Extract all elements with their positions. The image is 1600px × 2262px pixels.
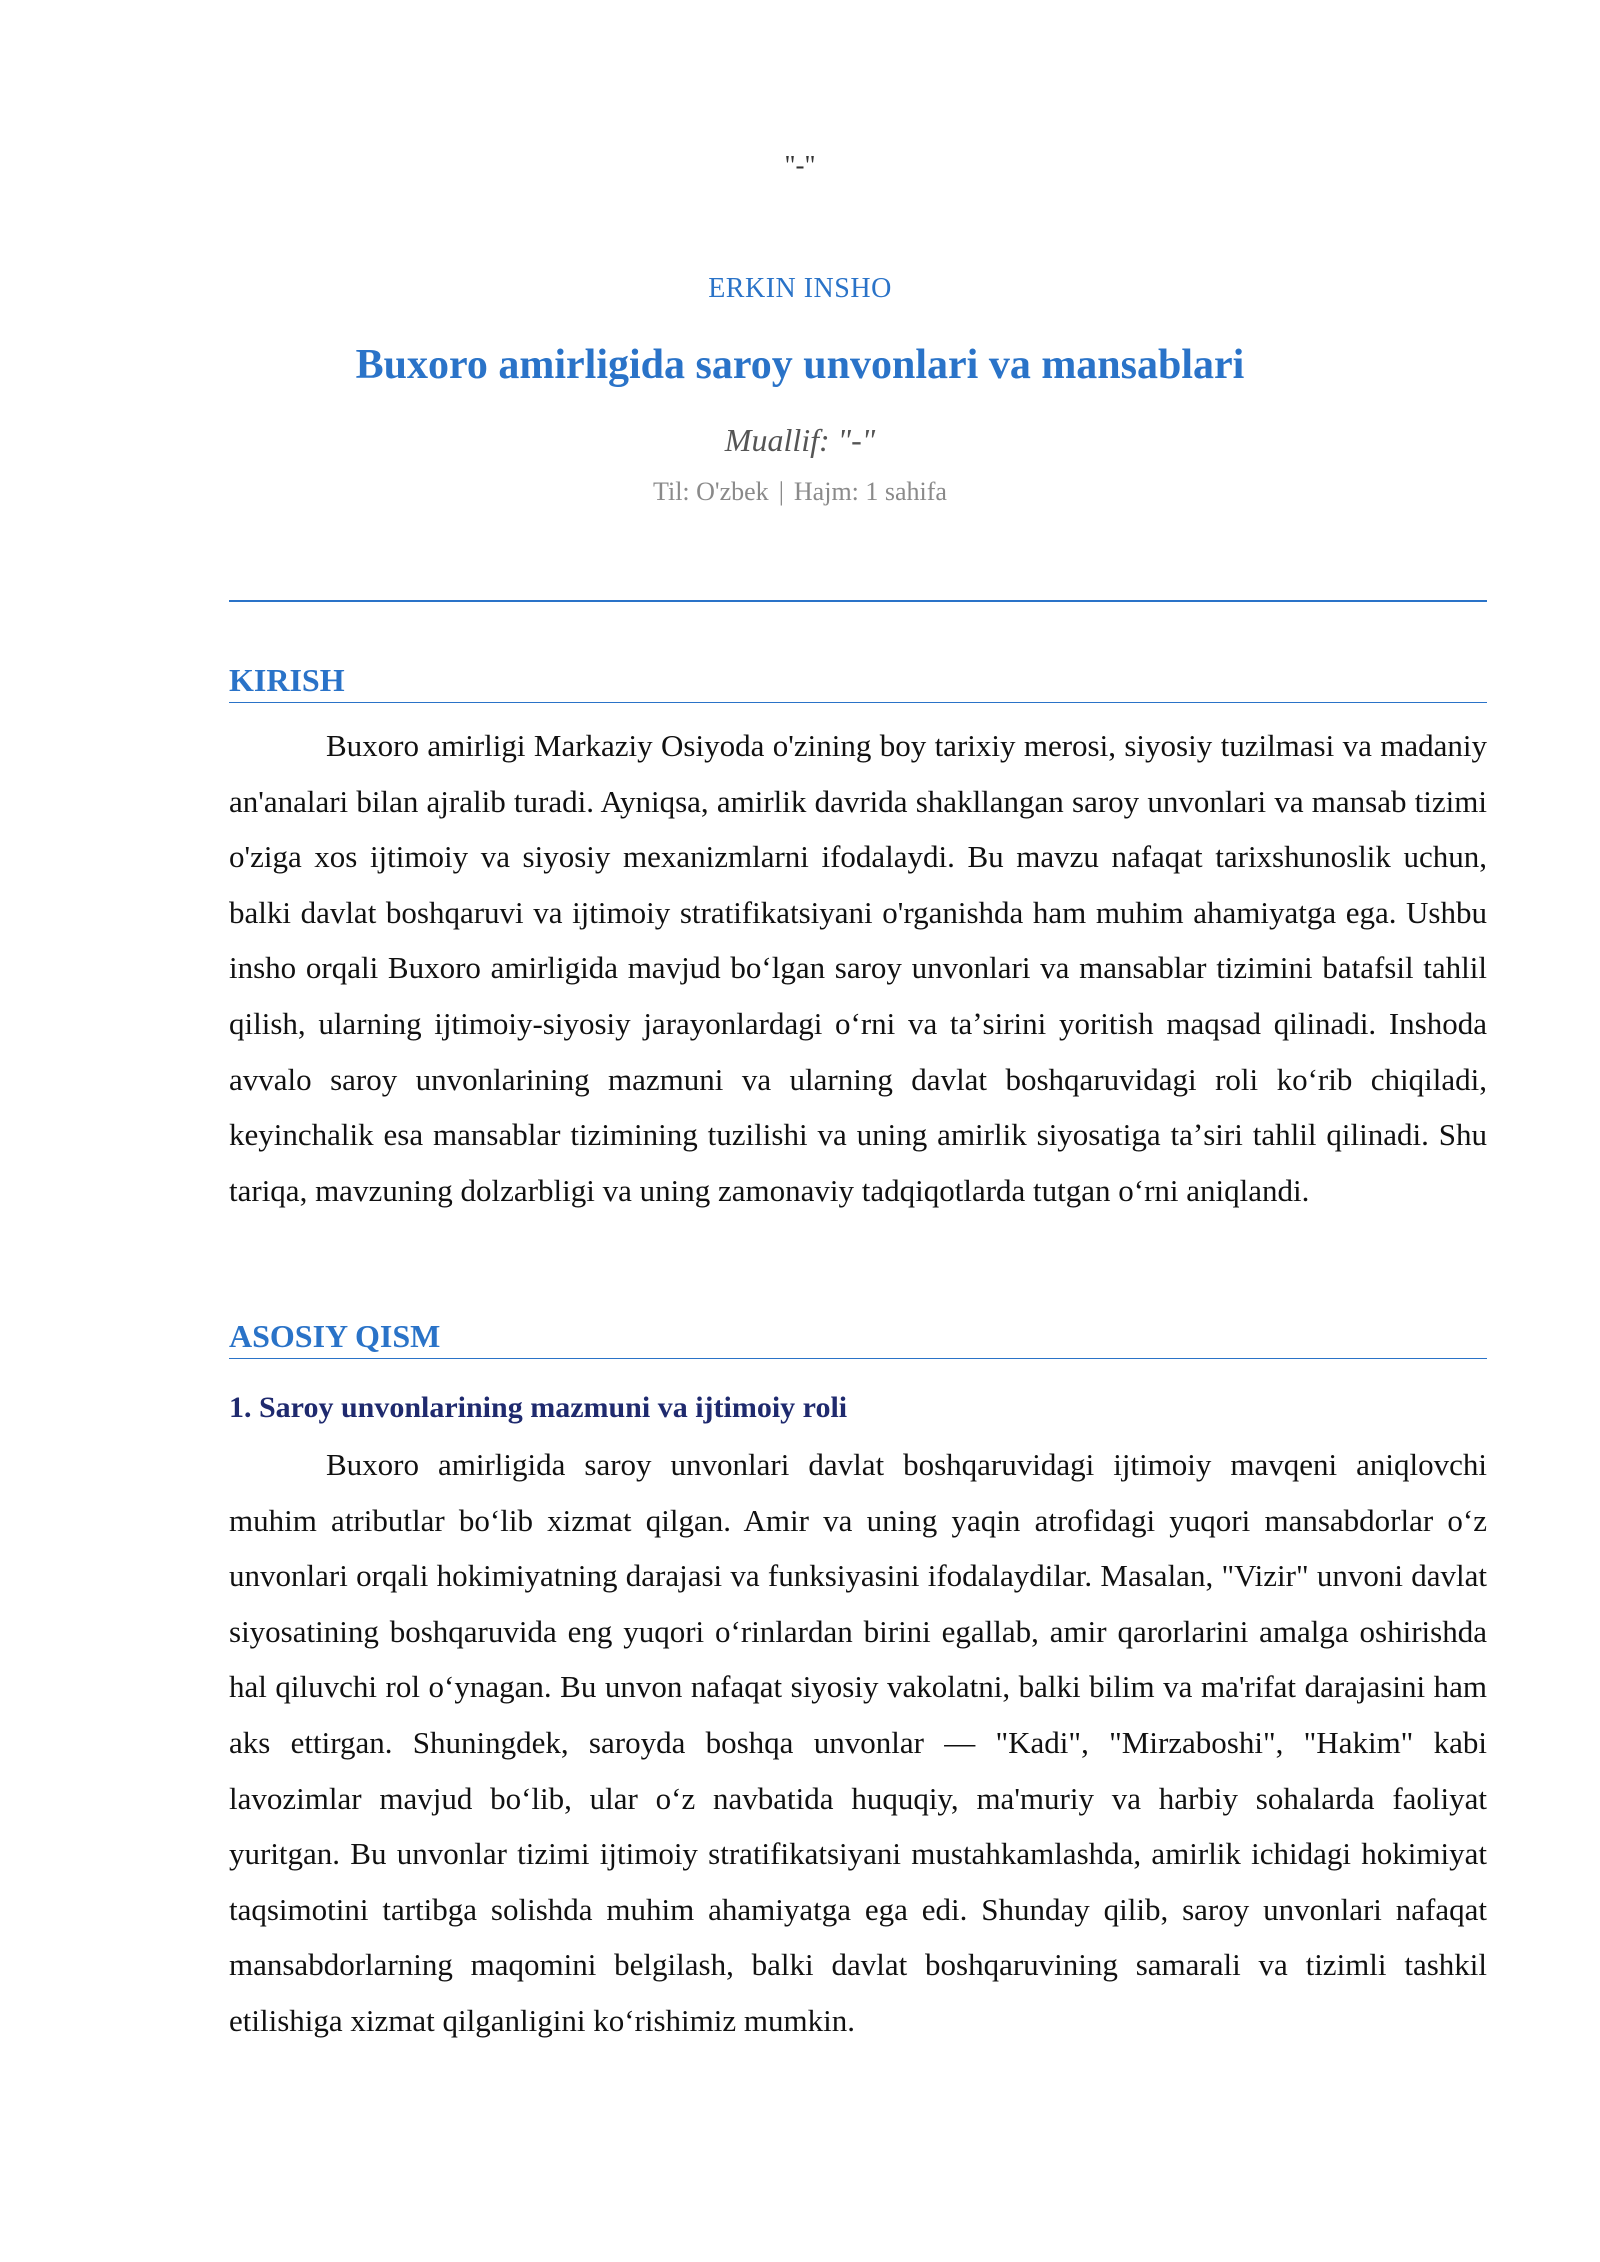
document-kicker: ERKIN INSHO [708, 273, 892, 304]
title-divider [229, 600, 1487, 602]
page-header-mark: "-" [784, 150, 816, 180]
meta-separator: | [778, 477, 784, 506]
document-title: Buxoro amirligida saroy unvonlari va mansablari [355, 342, 1245, 388]
section-heading-main: ASOSIY QISM [229, 1316, 1487, 1359]
meta-volume: Hajm: 1 sahifa [793, 477, 947, 506]
intro-paragraph: Buxoro amirligi Markaziy Osiyoda o'zining boy tarixiy merosi, siyosiy tuzilmasi va madaniy an'analari bilan ajralib turadi. Ayniqsa, amirlik davrida shakllangan saroy unvonlari va mansab tizimi o'ziga xos ijtimoiy va siyosiy mexanizmlarni ifodalaydi. Bu mavzu nafaqat tarixshunoslik uchun, balki davlat boshqaruvi va ijtimoiy stratifikatsiyani o'rganishda ham muhim ahamiyatga ega. Ushbu insho orqali Buxoro amirligida mavjud boʻlgan saroy unvonlari va mansablar tizimini batafsil tahlil qilish, ularning ijtimoiy-siyosiy jarayonlardagi oʻrni va taʼsirini yoritish maqsad qilinadi. Inshoda avvalo saroy unvonlarining mazmuni va ularning davlat boshqaruvidagi roli koʻrib chiqiladi, keyinchalik esa mansablar tizimining tuzilishi va uning amirlik siyosatiga taʼsiri tahlil qilinadi. Shu tariqa, mavzuning dolzarbligi va uning zamonaviy tadqiqotlarda tutgan oʻrni aniqlandi. [229, 728, 1487, 1208]
subsection-heading-1: 1. Saroy unvonlarining mazmuni va ijtimoiy roli [229, 1391, 848, 1424]
meta-language: Til: O'zbek [653, 477, 769, 506]
document-meta [0, 477, 1600, 507]
document-author: Muallif: "-" [724, 422, 876, 458]
subsection-1-paragraph: Buxoro amirligida saroy unvonlari davlat boshqaruvidagi ijtimoiy mavqeni aniqlovchi muhim atributlar boʻlib xizmat qilgan. Amir va uning yaqin atrofidagi yuqori mansabdorlar oʻz unvonlari orqali hokimiyatning darajasi va funksiyasini ifodalaydilar. Masalan, "Vizir" unvoni davlat siyosatining boshqaruvida eng yuqori oʻrinlardan birini egallab, amir qarorlarini amalga oshirishda hal qiluvchi rol oʻynagan. Bu unvon nafaqat siyosiy vakolatni, balki bilim va ma'rifat darajasini ham aks ettirgan. Shuningdek, saroyda boshqa unvonlar — "Kadi", "Mirzaboshi", "Hakim" kabi lavozimlar mavjud boʻlib, ular oʻz navbatida huquqiy, ma'muriy va harbiy sohalarda faoliyat yuritgan. Bu unvonlar tizimi ijtimoiy stratifikatsiyani mustahkamlashda, amirlik ichidagi hokimiyat taqsimotini tartibga solishda muhim ahamiyatga ega edi. Shunday qilib, saroy unvonlari nafaqat mansabdorlarning maqomini belgilash, balki davlat boshqaruvining samarali va tizimli tashkil etilishiga xizmat qilganligini koʻrishimiz mumkin. [229, 1447, 1487, 2038]
section-heading-intro: KIRISH [229, 660, 1487, 703]
